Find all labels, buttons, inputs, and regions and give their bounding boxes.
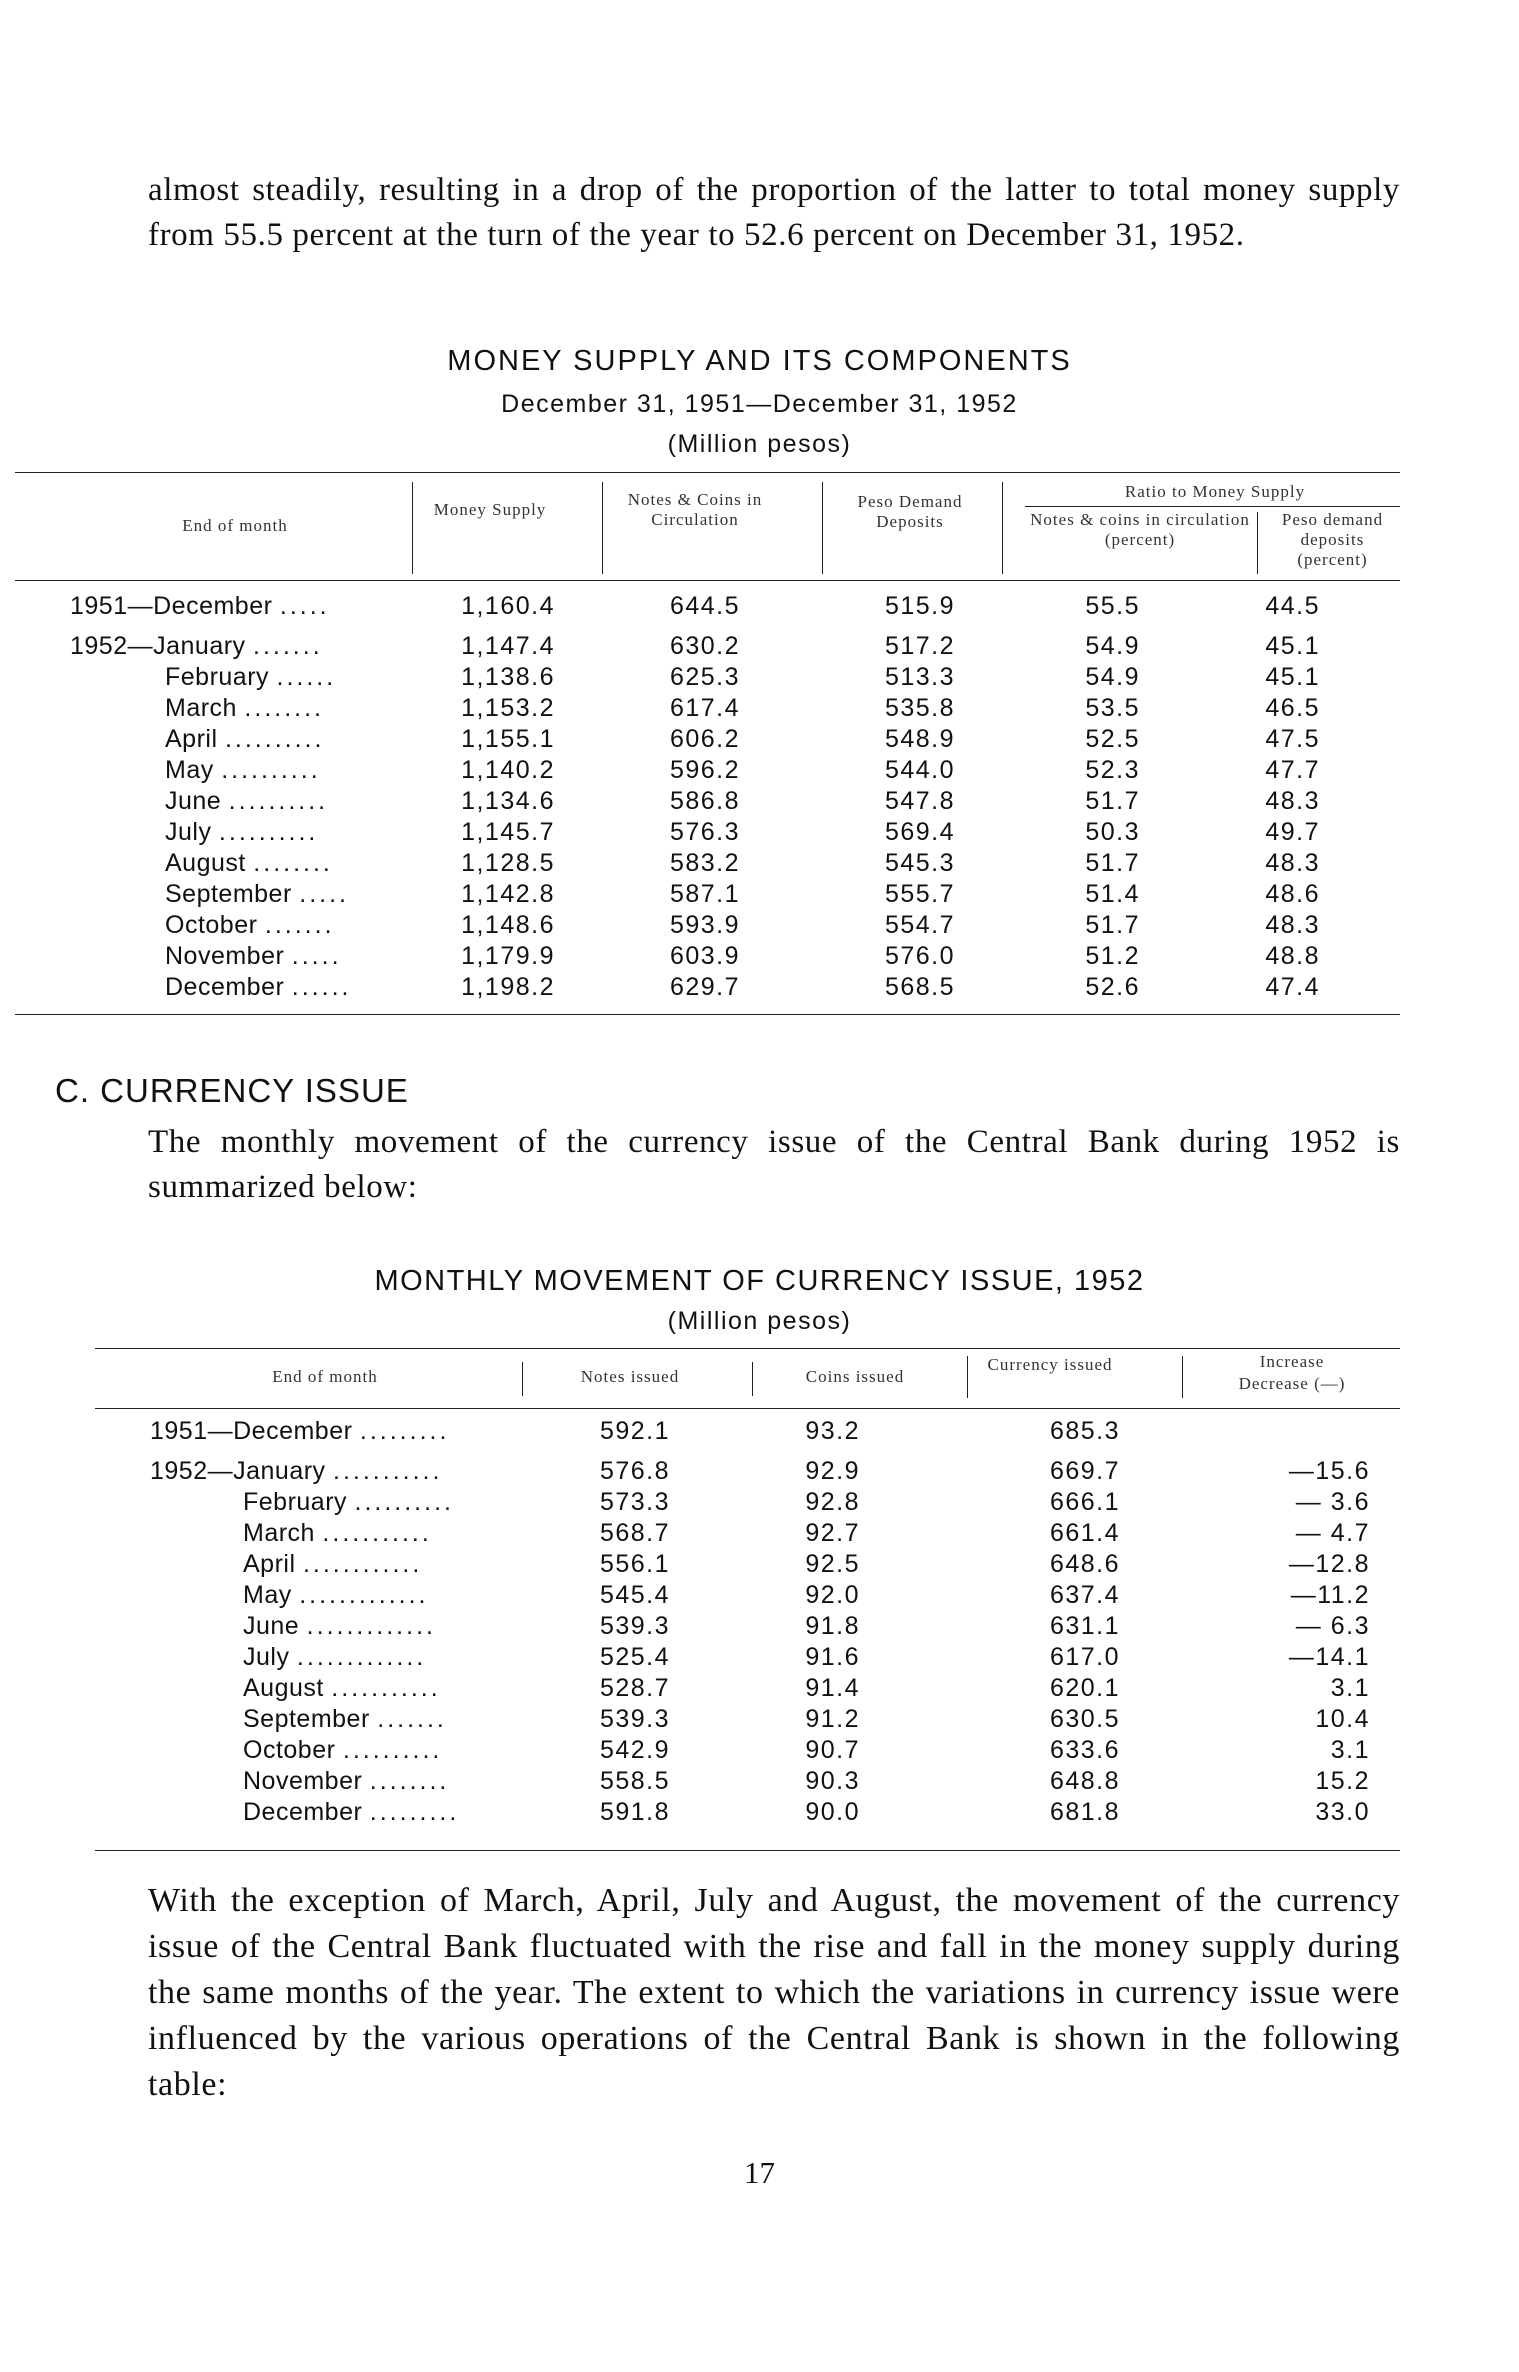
table1-cell-peso-demand: 576.0 [884, 942, 955, 970]
leader-dots: .......... [221, 756, 321, 784]
table1-cell-ratio-notes: 51.7 [1085, 787, 1140, 815]
table2-cell-coins-issued: 93.2 [805, 1417, 860, 1445]
table2-bottom-rule [95, 1850, 1400, 1851]
table2-cell-coins-issued: 90.3 [805, 1767, 860, 1795]
table2-cell-notes-issued: 576.8 [599, 1457, 670, 1485]
row-label-text: August [243, 1674, 324, 1702]
table1-cell-money-supply: 1,134.6 [461, 787, 555, 815]
table2-cell-currency-issued: 631.1 [1049, 1612, 1120, 1640]
table1-row-label [165, 911, 335, 940]
leader-dots: ....... [377, 1705, 447, 1733]
table2-cell-currency-issued: 666.1 [1049, 1488, 1120, 1516]
table1-row-label [165, 818, 318, 847]
table2-cell-change: — 3.6 [1295, 1488, 1370, 1516]
leader-dots: ........ [369, 1767, 450, 1795]
row-label-text: April [165, 725, 218, 753]
table2-vrule [522, 1362, 523, 1396]
table2-cell-currency-issued: 648.6 [1049, 1550, 1120, 1578]
row-label-text: October [243, 1736, 336, 1764]
row-label-text: 1952—January [150, 1457, 326, 1485]
table2-cell-coins-issued: 91.8 [805, 1612, 860, 1640]
table1-header-ratio-peso: Peso demand deposits (percent) [1281, 510, 1384, 569]
table1-cell-money-supply: 1,179.9 [461, 942, 555, 970]
table2-cell-change: 3.1 [1330, 1736, 1370, 1764]
table1-row-label [165, 880, 349, 909]
table2-row-label [243, 1643, 426, 1672]
table2-top-rule [95, 1348, 1400, 1349]
table2-header-currency-issued: Currency issued [987, 1355, 1113, 1374]
table1-row-label [165, 973, 351, 1002]
table1-cell-peso-demand: 569.4 [884, 818, 955, 846]
table1-cell-ratio-peso: 48.3 [1265, 849, 1320, 877]
table2-cell-coins-issued: 92.9 [805, 1457, 860, 1485]
table1-cell-money-supply: 1,145.7 [461, 818, 555, 846]
row-label-text: February [165, 663, 270, 691]
leader-dots: ....... [264, 911, 335, 939]
table2-row-label [150, 1417, 449, 1446]
leader-dots: ............. [299, 1581, 429, 1609]
table2-cell-notes-issued: 545.4 [599, 1581, 670, 1609]
table2-cell-change: — 6.3 [1295, 1612, 1370, 1640]
table1-cell-ratio-peso: 45.1 [1265, 632, 1320, 660]
table2-cell-change: —14.1 [1288, 1643, 1370, 1671]
leader-dots: ............. [296, 1643, 427, 1671]
table1-cell-peso-demand: 548.9 [884, 725, 955, 753]
table1-cell-ratio-notes: 51.7 [1085, 849, 1140, 877]
table1-cell-ratio-peso: 47.5 [1265, 725, 1320, 753]
table1-row-label [165, 756, 321, 785]
table1-cell-ratio-notes: 52.5 [1085, 725, 1140, 753]
table2-cell-notes-issued: 568.7 [599, 1519, 670, 1547]
table2-cell-change: —15.6 [1288, 1457, 1370, 1485]
leader-dots: ........... [331, 1674, 441, 1702]
table2-row-label [243, 1612, 436, 1641]
table1-header-end-of-month: End of month [182, 516, 288, 535]
table1-cell-money-supply: 1,155.1 [461, 725, 555, 753]
leader-dots: ....... [253, 632, 323, 660]
table1-cell-money-supply: 1,147.4 [461, 632, 555, 660]
table1-cell-money-supply: 1,138.6 [461, 663, 555, 691]
table1-header-peso-demand: Peso Demand Deposits [857, 492, 963, 531]
table1-cell-money-supply: 1,198.2 [461, 973, 555, 1001]
leader-dots: .......... [218, 818, 319, 846]
table2-cell-change: —12.8 [1288, 1550, 1370, 1578]
table2-cell-currency-issued: 669.7 [1049, 1457, 1120, 1485]
leader-dots: ......... [369, 1798, 460, 1826]
table2-cell-change: —11.2 [1290, 1581, 1370, 1609]
row-label-text: 1952—January [70, 632, 246, 660]
table2-cell-notes-issued: 573.3 [599, 1488, 670, 1516]
table2-row-label [243, 1550, 422, 1579]
row-label-text: December [243, 1798, 363, 1826]
table1-header-rule [15, 580, 1400, 581]
intro-paragraph: almost steadily, resulting in a drop of the proportion of the latter to total money supply from 55.5 percent at the turn of the year to 52.6 percent on December 31, 1952. [148, 172, 1400, 253]
table2-vrule [752, 1362, 753, 1396]
closing-paragraph: With the exception of March, April, July and August, the movement of the currency issue of the Central Bank fluctuated with the rise and fall in the money supply during the same months of the year. The extent to which the variations in currency issue were influenced by the various operations of the Central Bank is shown in the following table: [148, 1882, 1400, 2103]
table1-header-ratio-notes: Notes & coins in circulation (percent) [1030, 510, 1250, 549]
table2-vrule [1182, 1356, 1183, 1398]
table1-cell-ratio-notes: 53.5 [1085, 694, 1140, 722]
table2-cell-coins-issued: 92.0 [805, 1581, 860, 1609]
table1-cell-notes-coins: 593.9 [669, 911, 740, 939]
table1-cell-notes-coins: 576.3 [669, 818, 740, 846]
table1-cell-ratio-notes: 51.2 [1085, 942, 1140, 970]
row-label-text: October [165, 911, 258, 939]
table2-cell-coins-issued: 90.7 [805, 1736, 860, 1764]
table1-cell-ratio-peso: 49.7 [1265, 818, 1320, 846]
table2-cell-currency-issued: 620.1 [1049, 1674, 1120, 1702]
table1-cell-money-supply: 1,140.2 [461, 756, 555, 784]
row-label-text: June [165, 787, 222, 815]
table1-row-label [165, 725, 324, 754]
leader-dots: ......... [359, 1417, 450, 1445]
table1-cell-peso-demand: 544.0 [884, 756, 955, 784]
table1-cell-ratio-peso: 48.8 [1265, 942, 1320, 970]
table2-row-label [243, 1767, 449, 1796]
table2-cell-currency-issued: 685.3 [1049, 1417, 1120, 1445]
table1-cell-ratio-peso: 45.1 [1265, 663, 1320, 691]
table1-cell-notes-coins: 586.8 [669, 787, 740, 815]
page-number: 17 [744, 2155, 775, 2190]
table1-cell-ratio-peso: 48.3 [1265, 911, 1320, 939]
table2-cell-notes-issued: 592.1 [599, 1417, 670, 1445]
row-label-text: March [243, 1519, 315, 1547]
row-label-text: July [243, 1643, 290, 1671]
table2-title: MONTHLY MOVEMENT OF CURRENCY ISSUE, 1952 [374, 1265, 1145, 1297]
table1-cell-money-supply: 1,142.8 [461, 880, 555, 908]
table1-cell-ratio-notes: 50.3 [1085, 818, 1140, 846]
leader-dots: ..... [291, 942, 342, 970]
table1-cell-peso-demand: 555.7 [884, 880, 955, 908]
table2-cell-currency-issued: 630.5 [1049, 1705, 1120, 1733]
table1-cell-peso-demand: 545.3 [884, 849, 955, 877]
row-label-text: November [165, 942, 285, 970]
table2-cell-change: 15.2 [1315, 1767, 1370, 1795]
table1-row-label [165, 694, 324, 723]
table1-cell-notes-coins: 630.2 [669, 632, 740, 660]
table1-cell-ratio-notes: 52.3 [1085, 756, 1140, 784]
table2-cell-currency-issued: 648.8 [1049, 1767, 1120, 1795]
table2-unit: (Million pesos) [667, 1307, 852, 1335]
table1-cell-notes-coins: 596.2 [669, 756, 740, 784]
table1-header-notes-coins: Notes & Coins in Circulation [627, 490, 763, 529]
table1-row-label [165, 663, 336, 692]
table1-header-money-supply: Money Supply [433, 500, 547, 519]
leader-dots: ...... [291, 973, 352, 1001]
row-label-text: April [243, 1550, 296, 1578]
table2-cell-change: 10.4 [1315, 1705, 1370, 1733]
table2-row-label [243, 1705, 447, 1734]
table2-header-decrease: Decrease (—) [1238, 1374, 1346, 1393]
table1-top-rule [15, 472, 1400, 473]
table1-cell-ratio-notes: 52.6 [1085, 973, 1140, 1001]
table2-vrule [967, 1356, 968, 1398]
row-label-text: May [243, 1581, 292, 1609]
table1-cell-notes-coins: 603.9 [669, 942, 740, 970]
table1-cell-notes-coins: 587.1 [669, 880, 740, 908]
table2-row-label [243, 1674, 441, 1703]
leader-dots: ..... [279, 592, 330, 620]
row-label-text: 1951—December [70, 592, 273, 620]
table2-cell-change: — 4.7 [1295, 1519, 1370, 1547]
table2-cell-notes-issued: 558.5 [599, 1767, 670, 1795]
table1-cell-ratio-notes: 51.7 [1085, 911, 1140, 939]
table1-bottom-rule [15, 1014, 1400, 1015]
table1-ratio-rule [1025, 506, 1400, 507]
table1-cell-peso-demand: 535.8 [884, 694, 955, 722]
table1-cell-money-supply: 1,148.6 [461, 911, 555, 939]
leader-dots: ...... [276, 663, 337, 691]
leader-dots: ..... [299, 880, 349, 908]
leader-dots: ........... [333, 1457, 443, 1485]
table1-cell-notes-coins: 606.2 [669, 725, 740, 753]
table1-vrule [412, 482, 413, 574]
table2-cell-coins-issued: 91.4 [805, 1674, 860, 1702]
table1-cell-peso-demand: 568.5 [884, 973, 955, 1001]
row-label-text: December [165, 973, 285, 1001]
table2-cell-currency-issued: 637.4 [1049, 1581, 1120, 1609]
table1-subtitle: December 31, 1951—December 31, 1952 [501, 390, 1018, 418]
table2-cell-notes-issued: 528.7 [599, 1674, 670, 1702]
table1-cell-ratio-peso: 47.7 [1265, 756, 1320, 784]
table1-row-label [165, 849, 333, 878]
table2-header-coins-issued: Coins issued [805, 1367, 905, 1386]
table1-cell-ratio-notes: 54.9 [1085, 663, 1140, 691]
leader-dots: .......... [342, 1736, 443, 1764]
row-label-text: September [243, 1705, 370, 1733]
row-label-text: November [243, 1767, 363, 1795]
leader-dots: ........ [244, 694, 324, 722]
leader-dots: ............ [302, 1550, 423, 1578]
table2-cell-notes-issued: 556.1 [599, 1550, 670, 1578]
table2-cell-notes-issued: 542.9 [599, 1736, 670, 1764]
table1-cell-notes-coins: 617.4 [669, 694, 740, 722]
table2-cell-coins-issued: 91.2 [805, 1705, 860, 1733]
table2-cell-currency-issued: 633.6 [1049, 1736, 1120, 1764]
leader-dots: .......... [224, 725, 325, 753]
leader-dots: ........... [322, 1519, 432, 1547]
section-paragraph: The monthly movement of the currency issue of the Central Bank during 1952 is summarized below: [148, 1124, 1400, 1205]
row-label-text: February [243, 1488, 348, 1516]
table1-cell-ratio-peso: 48.6 [1265, 880, 1320, 908]
table1-cell-peso-demand: 515.9 [884, 592, 955, 620]
table1-cell-notes-coins: 644.5 [669, 592, 740, 620]
table2-cell-coins-issued: 92.5 [805, 1550, 860, 1578]
leader-dots: .......... [354, 1488, 454, 1516]
row-label-text: 1951—December [150, 1417, 353, 1445]
table2-cell-coins-issued: 91.6 [805, 1643, 860, 1671]
table1-cell-ratio-peso: 46.5 [1265, 694, 1320, 722]
table2-header-notes-issued: Notes issued [580, 1367, 680, 1386]
table1-cell-notes-coins: 625.3 [669, 663, 740, 691]
table2-cell-notes-issued: 539.3 [599, 1705, 670, 1733]
table2-row-label [243, 1798, 459, 1827]
leader-dots: .......... [228, 787, 329, 815]
table1-cell-money-supply: 1,128.5 [461, 849, 555, 877]
table2-cell-coins-issued: 90.0 [805, 1798, 860, 1826]
table2-cell-notes-issued: 591.8 [599, 1798, 670, 1826]
table2-cell-currency-issued: 681.8 [1049, 1798, 1120, 1826]
table1-cell-ratio-peso: 44.5 [1265, 592, 1320, 620]
row-label-text: March [165, 694, 237, 722]
table1-cell-peso-demand: 554.7 [884, 911, 955, 939]
table2-cell-notes-issued: 539.3 [599, 1612, 670, 1640]
table2-header-increase: Increase [1259, 1352, 1325, 1371]
section-heading: C. CURRENCY ISSUE [55, 1072, 409, 1109]
leader-dots: ............. [306, 1612, 436, 1640]
table1-cell-notes-coins: 583.2 [669, 849, 740, 877]
table1-cell-ratio-notes: 55.5 [1085, 592, 1140, 620]
table2-cell-currency-issued: 617.0 [1049, 1643, 1120, 1671]
row-label-text: July [165, 818, 212, 846]
table2-row-label [243, 1581, 428, 1610]
table2-row-label [150, 1457, 442, 1486]
table1-cell-ratio-peso: 47.4 [1265, 973, 1320, 1001]
table1-row-label [70, 632, 323, 661]
table2-cell-change: 3.1 [1330, 1674, 1370, 1702]
table1-cell-ratio-notes: 54.9 [1085, 632, 1140, 660]
row-label-text: August [165, 849, 246, 877]
table2-cell-notes-issued: 525.4 [599, 1643, 670, 1671]
row-label-text: May [165, 756, 214, 784]
table1-cell-money-supply: 1,153.2 [461, 694, 555, 722]
table2-header-end-of-month: End of month [272, 1367, 378, 1386]
table2-cell-coins-issued: 92.7 [805, 1519, 860, 1547]
table1-vrule [822, 482, 823, 574]
table2-header-rule [95, 1408, 1400, 1409]
row-label-text: June [243, 1612, 300, 1640]
table1-cell-peso-demand: 513.3 [884, 663, 955, 691]
table1-vrule [602, 482, 603, 574]
table2-cell-coins-issued: 92.8 [805, 1488, 860, 1516]
table1-cell-peso-demand: 547.8 [884, 787, 955, 815]
row-label-text: September [165, 880, 292, 908]
table1-cell-notes-coins: 629.7 [669, 973, 740, 1001]
table2-cell-change: 33.0 [1315, 1798, 1370, 1826]
table2-cell-currency-issued: 661.4 [1049, 1519, 1120, 1547]
table1-cell-peso-demand: 517.2 [884, 632, 955, 660]
table1-header-ratio: Ratio to Money Supply [1124, 482, 1306, 501]
table2-row-label [243, 1519, 432, 1548]
table1-vrule [1002, 482, 1003, 574]
table1-title: MONEY SUPPLY AND ITS COMPONENTS [447, 345, 1072, 377]
table1-row-label [165, 787, 328, 816]
table1-unit: (Million pesos) [667, 430, 852, 458]
table1-row-label [165, 942, 342, 971]
table1-row-label [70, 592, 330, 621]
table1-cell-ratio-notes: 51.4 [1085, 880, 1140, 908]
table2-row-label [243, 1488, 454, 1517]
table1-cell-money-supply: 1,160.4 [461, 592, 555, 620]
table1-cell-ratio-peso: 48.3 [1265, 787, 1320, 815]
table2-row-label [243, 1736, 442, 1765]
leader-dots: ........ [253, 849, 333, 877]
table1-vrule [1257, 512, 1258, 574]
